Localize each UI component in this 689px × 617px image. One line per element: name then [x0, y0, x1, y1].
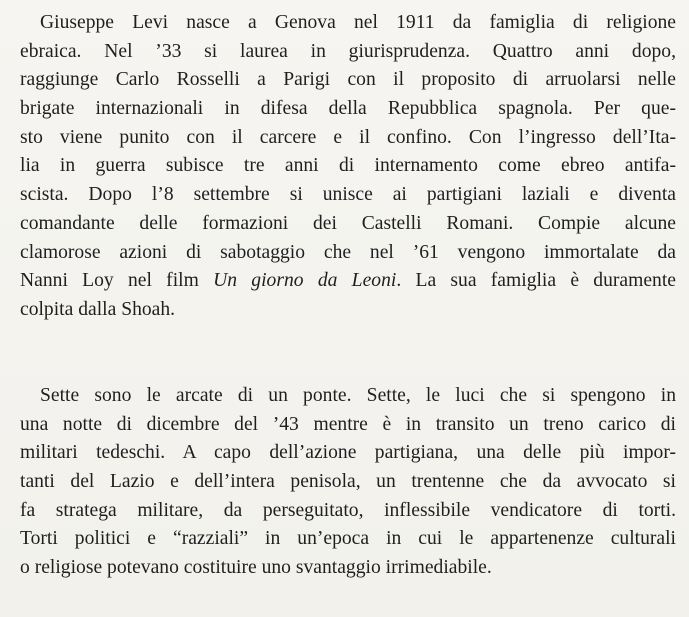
- text-line: [20, 267, 676, 296]
- text-line: una notte di dicembre del ’43 mentre è in transito un treno carico di: [20, 413, 676, 435]
- text-line: clamorose azioni di sabotaggio che nel ’61 vengono immortalate da: [20, 241, 676, 263]
- text-line: Giuseppe Levi nasce a Genova nel 1911 da famiglia di religione: [40, 12, 676, 33]
- text-line: o religiose potevano costituire uno svantaggio irrimediabile.: [20, 557, 492, 579]
- text-line: fa stratega militare, da perseguitato, inflessibile vendicatore di torti.: [20, 499, 676, 521]
- paragraph-biography: [20, 9, 676, 325]
- film-title: Un giorno da Leoni: [213, 270, 397, 292]
- text-line: sto viene punito con il carcere e il confino. Con l’ingresso dell’Ita-: [20, 126, 676, 148]
- text-line: scista. Dopo l’8 settembre si unisce ai partigiani laziali e diventa: [20, 184, 676, 206]
- text-line: colpita dalla Shoah.: [20, 298, 176, 320]
- text-line: brigate internazionali in difesa della Repubblica spagnola. Per que-: [20, 98, 676, 120]
- text-line: ebraica. Nel ’33 si laurea in giurisprudenza. Quattro anni dopo,: [20, 40, 676, 62]
- text-line: militari tedeschi. A capo dell’azione partigiana, una delle più impor-: [20, 442, 676, 464]
- text-line: comandante delle formazioni dei Castelli Romani. Compie alcune: [20, 212, 676, 234]
- text-line: Sette sono le arcate di un ponte. Sette, le luci che si spengono in: [40, 385, 676, 406]
- text-line: tanti del Lazio e dell’intera penisola, un trentenne che da avvocato si: [20, 471, 676, 493]
- text-run: . La sua famiglia è duramente: [396, 270, 676, 292]
- text-line: lia in guerra subisce tre anni di internamento come ebreo antifa-: [20, 155, 676, 177]
- text-line: Torti politici e “razziali” in un’epoca in cui le appartenenze culturali: [20, 528, 676, 550]
- text-line: raggiunge Carlo Rosselli a Parigi con il proposito di arruolarsi nelle: [20, 69, 676, 91]
- text-run: Nanni Loy nel film: [20, 270, 214, 292]
- paragraph-bridge-action: [20, 382, 676, 583]
